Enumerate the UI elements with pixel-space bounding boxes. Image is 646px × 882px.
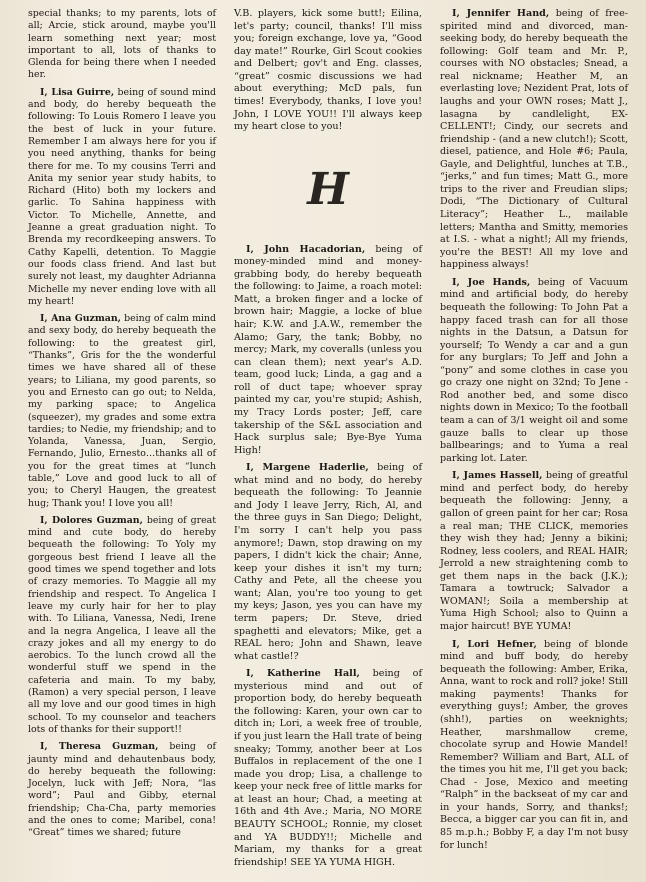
entry-text: being of sound mind and body, do hereby bequeath the following: To Louis Romero I leave you the best of luck in your future. Remember I am always here for you if you need anything, thanks for being there for me. To my cousins Terri and Anita my senior year study habits, to Richard (Hito) both my lockers and garlic. To Sahina happiness with Victor. To Michelle, Annette, and Jeanne a great graduation night. To Brenda my recordkeeping answers. To Cathy Kapelli, detention. To Maggie our foods class friend. And last but surely not least, my daughter Adrianna Michelle my never ending love with all my heart! xyxy=(28,86,216,307)
entry-text: V.B. players, kick some butt!; Eilina, let's party; council, thanks! I'll miss you; foreign exchange, love ya, “Good day mate!” Rourke, Girl Scout cookies and Delbert; gov't and Eng. classes, “great” cosmic discussions we had about everything; McD pals, fun times! Everybody, thanks, I love you! John, I LOVE YOU!! I'll always keep my heart close to you! xyxy=(234,8,422,133)
will-entry xyxy=(440,8,628,272)
will-entry xyxy=(440,470,628,633)
will-entry xyxy=(234,668,422,869)
entry-name: I, Ana Guzman, xyxy=(40,313,121,325)
will-entry xyxy=(234,244,422,458)
entry-name: I, Joe Hands, xyxy=(452,276,531,288)
will-entry xyxy=(28,313,216,510)
will-entry xyxy=(28,87,216,308)
entry-text: being of calm mind and sexy body, do hereby bequeath the following: to the greatest girl, “Thanks”, Gris for the the wonderful times we have shared all of these years; to Liliana, my good parents, so you and Ernesto can go out; to Nelda, my parking space; to Angelica (squeezer), my grades and some extra tardies; to Nedie, my friendship; and to Yolanda, Vanessa, Juan, Sergio, Fernando, Julio, Ernesto…thanks all of you for the great times at “lunch table,” Love and good luck to all of you; to Cheryl Haugen, the greatest hug; Thank you! I love you all! xyxy=(28,313,217,509)
column-right xyxy=(440,8,628,857)
entry-name: I, John Hacadorian, xyxy=(246,243,366,255)
entry-name: I, Dolores Guzman, xyxy=(40,514,143,526)
entry-name: I, James Hassell, xyxy=(452,470,543,482)
will-entry xyxy=(28,741,216,839)
entry-text: being of money-minded mind and money-grabbing body, do hereby bequeath the following: to Jaime, a roach motel: Matt, a broken finger and a locke of brown hair; Maggie, a locke of blue hair; K.W. and J.A.W., remember the Alamo; Gary, the tank; Bobby, no mercy; Mark, my coveralls (unless you can clean them); next year's A.D. team, good luck; Linda, a gag and a roll of duct tape; whoever spray painted my car, you're stupid; Ashish, my Tracy Lords poster; Jeff, care takership of the S&L association and Hack surplus sale; Bye-Bye Yuma High! xyxy=(234,243,422,456)
will-entry xyxy=(28,8,216,82)
entry-name: I, Lori Hefner, xyxy=(452,638,537,650)
will-entry xyxy=(440,277,628,465)
entry-text: being of jaunty mind and dehautenbaus body, do hereby bequeath the following: Jocelyn, luck with Jeff; Nora, “las word”; Paul and Gibby, eternal friendship; Cha-Cha, party memories and the ones to come; Maribel, cona! “Great” times we shared; future xyxy=(28,741,216,839)
entry-text: being of great mind and cute body, do hereby bequeath the following: To Yoly my gorgeous best friend I leave all the good times we spend together and lots of crazy memories. To Maggie all my friendship and respect. To Angelica I leave my curly hair for her to play with. To Liliana, Vanessa, Nedi, Irene and la negra Angelica, I leave all the crazy jokes and all my energy to do aerobics. To the lunch crowd all the wonderful stuff we spend in the cafeteria and main. To my baby, (Ramon) a very special person, I leave all my love and our good times in high school. To my counselor and teachers lots of thanks for their support!! xyxy=(28,514,217,735)
entry-name: I, Jennifer Hand, xyxy=(452,8,550,19)
entry-name: I, Margene Haderlie, xyxy=(246,462,369,474)
entry-text: being of blonde mind and buff body, do hereby bequeath the following: Amber, Erika, Anna, want to rock and roll? joke! Still making payments! Thanks for everything guys!; Amber, the groves (shh!), parties on weeknights; Heather, marshmallow creme, chocolate syrup and Howie Mandel! Remember? William and Bart, ALL of the times you hit me, I'll get you back; Chad - Jose, Mexico and meeting “Ralph” in the backseat of my car and in your hands, Sorry, and thanks!; Becca, a bigger car you can fit in, and 85 m.p.h.; Bobby F, a day I'm not busy for lunch! xyxy=(440,638,629,851)
will-entry xyxy=(28,515,216,736)
column-left xyxy=(28,8,216,845)
column-middle xyxy=(234,8,422,874)
will-entry xyxy=(234,8,422,134)
entry-name: I, Theresa Guzman, xyxy=(40,741,159,753)
entry-text: special thanks; to my parents, lots of all; Arcie, stick around, maybe you'll learn something next year; most important to all, lots of thanks to Glenda for being there when I needed her. xyxy=(28,8,216,81)
entry-text: being of what mind and no body, do hereby bequeath the following: To Jeannie and Jody I leave Jerry, Rich, Al, and the three guys in San Diego; Delight, I'm sorry I can't help you pass anymore!; Dawn, stop drawing on my papers, I didn't kick the chair; Anne, keep your dishes it isn't my turn; Cathy and Pete, all the cheese you want; Alan, you're too young to get my keys; Jason, yes you can have my term papers; Dr. Steve, dried spaghetti and elevators; Mike, get a REAL hero; John and Shawn, leave what castle!? xyxy=(234,462,422,662)
entry-text: being of greatful mind and perfect body, do hereby bequeath the following: Jenny, a gallon of green paint for her car; Rosa a real man; THE CLICK, memories they wish they had; Jenny a bikini; Rodney, less coolers, and REAL HAIR; Jerrold a new straightening comb to get them naps in the back (J.K.); Tamara a towtruck; Salvador a WOMAN!; Soila a membership at Yuma High School; also to Quinn a major haircut! BYE YUMA! xyxy=(440,470,628,632)
entry-text: being of Vacuum mind and artificial body, do hereby bequeath the following: To John Pat a happy faced trash can for all those nights in the Datsun, a Datsun for yourself; To Wendy a car and a gun for any burglars; To Jeff and John a “pony” and some clothes in case you go crazy one night on 32nd; To Jene - Rod another bed, and some disco nights down in Mexico; To the football team a can of 3/1 weight oil and some gauze balls to clear up those ballbearings; and to Yuma a real parking lot. Later. xyxy=(440,276,628,464)
entry-name: I, Lisa Guirre, xyxy=(40,86,115,98)
entry-name: I, Katherine Hall, xyxy=(246,668,360,680)
will-entry xyxy=(234,462,422,663)
will-entry xyxy=(440,639,628,853)
section-letter: H xyxy=(307,163,349,215)
entry-text: being of free-spirited mind and divorced, man-seeking body, do hereby bequeath the following: Golf team and Mr. P., courses with NO obstacles; Snead, a real nickname; Heather M, an everlasting love; Nezident Prat, lots of laughs and your OWN roses; Matt J., lasagna by candlelight, EX-CELLENT!; Cindy, our secrets and friendship - (and a new clutch!); Scott, diesel, patience, and Hole #6; Paula, Gayle, and Delightful, lunches at T.B., “jerks,” and fun times; Matt G., more trips to the river and Freudian slips; Dodi, “The Dictionary of Cultural Literacy”; Heather L., mailable letters; Mantha and Smitty, memories at I.S. - what a night!; All my friends, you're the BEST! All my love and happiness always! xyxy=(440,8,628,271)
entry-text: being of mysterious mind and out of proportion body, do hereby bequeath the following: Karen, your own car to ditch in; Lori, a week free of trouble, if you just learn the Hall trate of being sneaky; Tommy, another beer at Los Buffalos in replacement of the one I made you drop; Lisa, a challenge to keep your neck free of little marks for at least an hour; Chad, a meeting at 16th and 4th Ave.; Maria, NO MORE BEAUTY SCHOOL; Ronnie, my closet and YA BUDDY!!; Michelle and Mariam, my thanks for a great friendship! SEE YA YUMA HIGH. xyxy=(234,668,422,868)
